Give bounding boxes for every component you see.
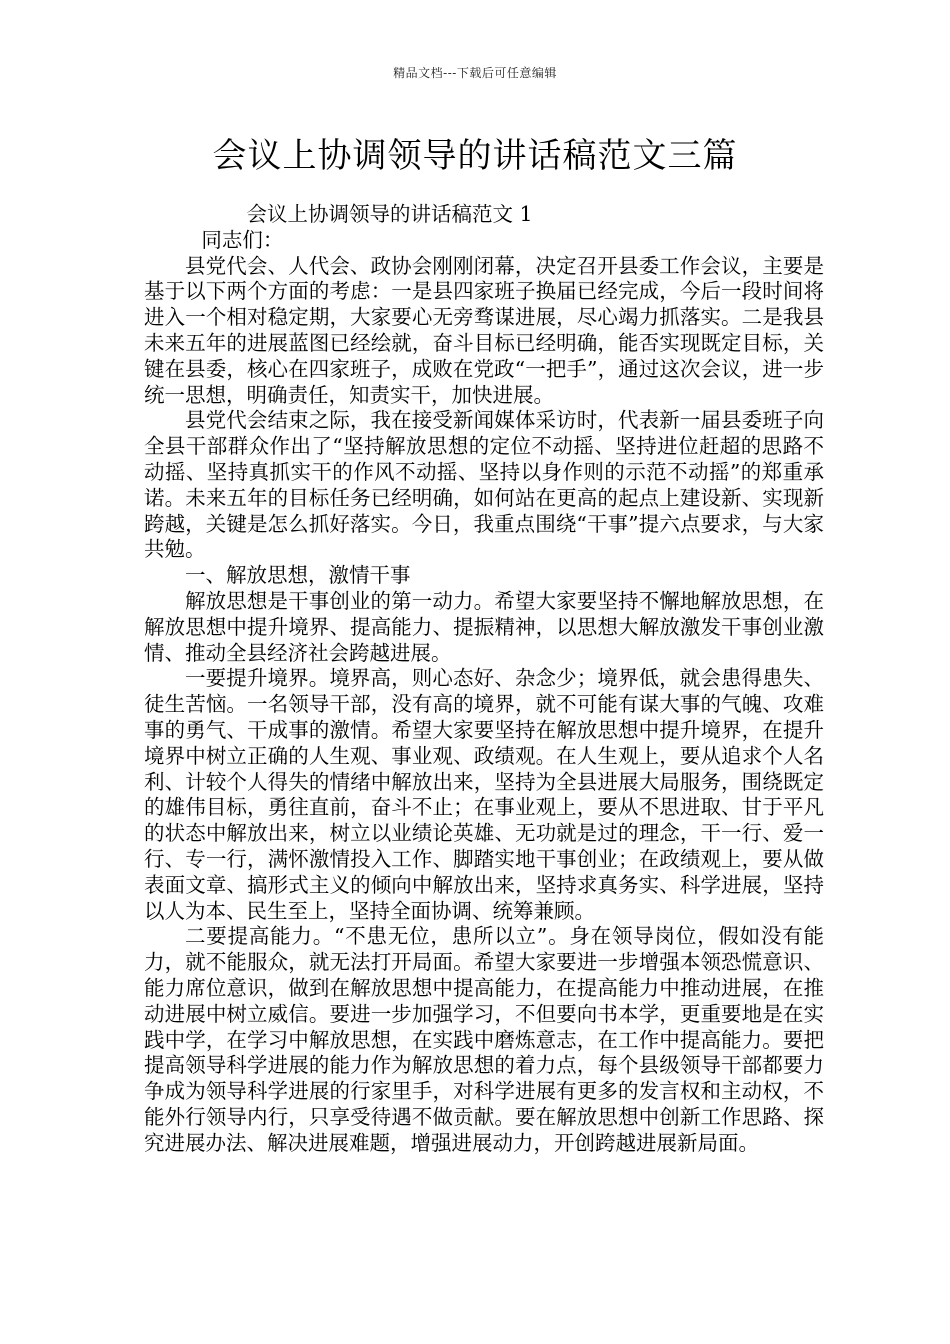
paragraph-raise-realm: 一要提升境界。境界高，则心态好、杂念少；境界低，就会患得患失、徒生苦恼。一名领导干部，没有高的境界，就不可能有谋大事的气魄、攻难事的勇气、干成事的激情。希望大家要坚持在解放思想中提升境界，在提升境界中树立正确的人生观、事业观、政绩观。在人生观上，要从追求个人名利、计较个人得失的情绪中解放出来，坚持为全县进展大局服务，围绕既定的雄伟目标，勇往直前，奋斗不止；在事业观上，要从不思进取、甘于平凡的状态中解放出来，树立以业绩论英雄、无功就是过的理念，干一行、爱一行、专一行，满怀激情投入工作、脚踏实地干事创业；在政绩观上，要从做表面文章、搞形式主义的倾向中解放出来，坚持求真务实、科学进展，坚持以人为本、民生至上，坚持全面协调、统筹兼顾。 xyxy=(144,666,824,923)
salutation: 同志们： xyxy=(201,227,284,252)
paragraph-improve-ability: 二要提高能力。“不患无位，患所以立”。身在领导岗位，假如没有能力，就不能服众，就无法打开局面。希望大家要进一步增强本领恐慌意识、能力席位意识，做到在解放思想中提高能力，在提高能力中推动进展，在推动进展中树立威信。要进一步加强学习，不但要向书本学，更重要地是在实践中学，在学习中解放思想，在实践中磨炼意志，在工作中提高能力。要把提高领导科学进展的能力作为解放思想的着力点，每个县级领导干部都要力争成为领导科学进展的行家里手，对科学进展有更多的发言权和主动权，不能外行领导内行，只享受待遇不做贡献。要在解放思想中创新工作思路、探究进展办法、解决进展难题，增强进展动力，开创跨越进展新局面。 xyxy=(144,924,824,1155)
document-body xyxy=(144,202,824,1156)
paragraph-commitment: 县党代会结束之际，我在接受新闻媒体采访时，代表新一届县委班子向全县干部群众作出了“坚持解放思想的定位不动摇、坚持进位赶超的思路不动摇、坚持真抓实干的作风不动摇、坚持以身作则的示范不动摇”的郑重承诺。未来五年的目标任务已经明确，如何站在更高的起点上建设新、实现新跨越，关键是怎么抓好落实。今日，我重点围绕“干事”提六点要求，与大家共勉。 xyxy=(144,408,824,562)
paragraph-intro: 县党代会、人代会、政协会刚刚闭幕，决定召开县委工作会议，主要是基于以下两个方面的考虑：一是县四家班子换届已经完成，今后一段时间将进入一个相对稳定期，大家要心无旁骛谋进展，尽心竭力抓落实。二是我县未来五年的进展蓝图已经绘就，奋斗目标已经明确，能否实现既定目标，关键在县委，核心在四家班子，成败在党政“一把手”，通过这次会议，进一步统一思想，明确责任，知责实干，加快进展。 xyxy=(144,253,824,407)
speech-subtitle: 会议上协调领导的讲话稿范文 1 xyxy=(246,202,533,226)
document-title: 会议上协调领导的讲话稿范文三篇 xyxy=(212,136,738,176)
header-note: 精品文档---下载后可任意编辑 xyxy=(393,66,557,80)
section-heading-1: 一、解放思想，激情干事 xyxy=(185,563,411,588)
paragraph-section-1-intro: 解放思想是干事创业的第一动力。希望大家要坚持不懈地解放思想，在解放思想中提升境界、提高能力、提振精神，以思想大解放激发干事创业激情、推动全县经济社会跨越进展。 xyxy=(144,588,824,665)
